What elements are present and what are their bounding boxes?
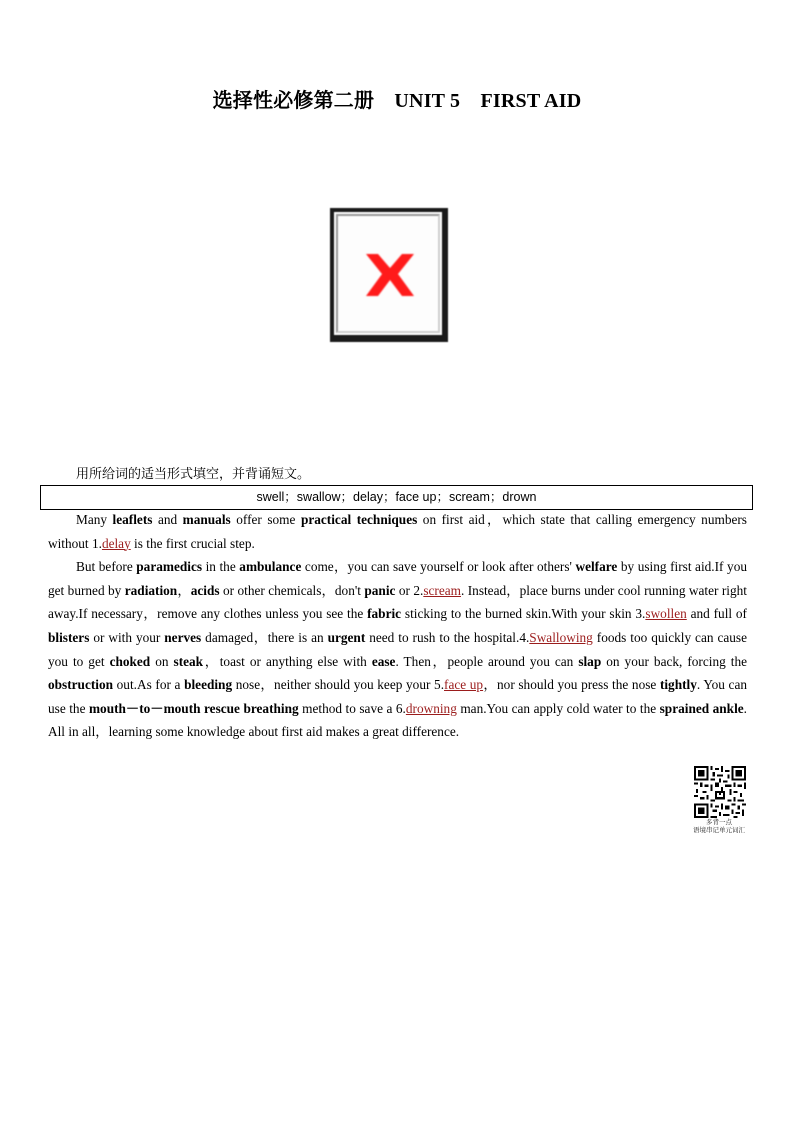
- answer-6: drowning: [405, 700, 457, 716]
- vocab-word: ease: [371, 653, 396, 669]
- vocab-word: tightly: [659, 677, 697, 693]
- paragraph-1: Many leaflets and manuals offer some practical techniques on first aid，which state that calling emergency numbers without 1.delay is the first crucial step.: [48, 512, 747, 551]
- answer-1: delay: [101, 535, 131, 551]
- vocab-word: manuals: [182, 512, 231, 527]
- vocab-word: choked: [109, 653, 151, 669]
- qr-caption-line-1: 多背一点: [706, 818, 732, 826]
- vocab-word: slap: [578, 653, 602, 669]
- broken-image-icon: [358, 246, 422, 304]
- qr-code-icon[interactable]: [694, 766, 746, 818]
- vocab-word: practical techniques: [300, 512, 418, 527]
- paragraph-2: But before paramedics in the ambulance come，you can save yourself or look after others' welfare by using first aid.If you get burned by radiation，acids or other chemicals，don't panic or 2.scream. Instead，place burns under cool running water right away.If necessary，remove any clothes unless you see the fabric sticking to the burned skin.With your skin 3.swollen and full of blisters or with your nerves damaged，there is an urgent need to rush to the hospital.4.Swallowing foods too quickly can cause you to get choked on steak，toast or anything else with ease. Then，people around you can slap on your back, forcing the obstruction out.As for a bleeding nose，neither should you keep your 5.face up，nor should you press the nose tightly. You can use the mouth－to－mouth rescue breathing method to save a 6.drowning man.You can apply cold water to the sprained ankle. All in all，learning some knowledge about first aid makes a great difference.: [48, 559, 748, 740]
- qr-caption-line-2: 语境串记单元词汇: [693, 826, 745, 834]
- word-box: swell；swallow；delay；face up；scream；drown: [40, 485, 753, 510]
- vocab-word: sprained ankle: [659, 700, 744, 716]
- vocab-word: panic: [364, 582, 396, 598]
- vocab-word: radiation: [124, 582, 178, 598]
- page-title: 选择性必修第二册 UNIT 5 FIRST AID: [212, 90, 582, 112]
- answer-4: Swallowing: [529, 629, 593, 645]
- vocab-word: obstruction: [48, 677, 114, 693]
- vocab-word: blisters: [48, 629, 90, 645]
- vocab-word: fabric: [367, 606, 402, 622]
- instruction: 用所给词的适当形式填空，并背诵短文。: [76, 467, 311, 482]
- vocab-word: urgent: [327, 629, 366, 645]
- vocab-word: welfare: [575, 559, 618, 575]
- vocab-word: ambulance: [239, 559, 302, 575]
- answer-5: face up: [444, 677, 484, 693]
- answer-2: scream: [423, 582, 461, 598]
- vocab-word: mouth－to－mouth rescue breathing: [88, 700, 299, 716]
- vocab-word: steak: [173, 653, 204, 669]
- qr-block[interactable]: [693, 766, 747, 834]
- answer-3: swollen: [645, 606, 687, 622]
- vocab-word: nerves: [164, 629, 202, 645]
- broken-image: [330, 208, 456, 348]
- vocab-word: acids: [190, 582, 220, 598]
- passage: [48, 508, 747, 744]
- vocab-word: paramedics: [136, 559, 203, 575]
- vocab-word: bleeding: [184, 677, 233, 693]
- vocab-word: leaflets: [112, 512, 153, 527]
